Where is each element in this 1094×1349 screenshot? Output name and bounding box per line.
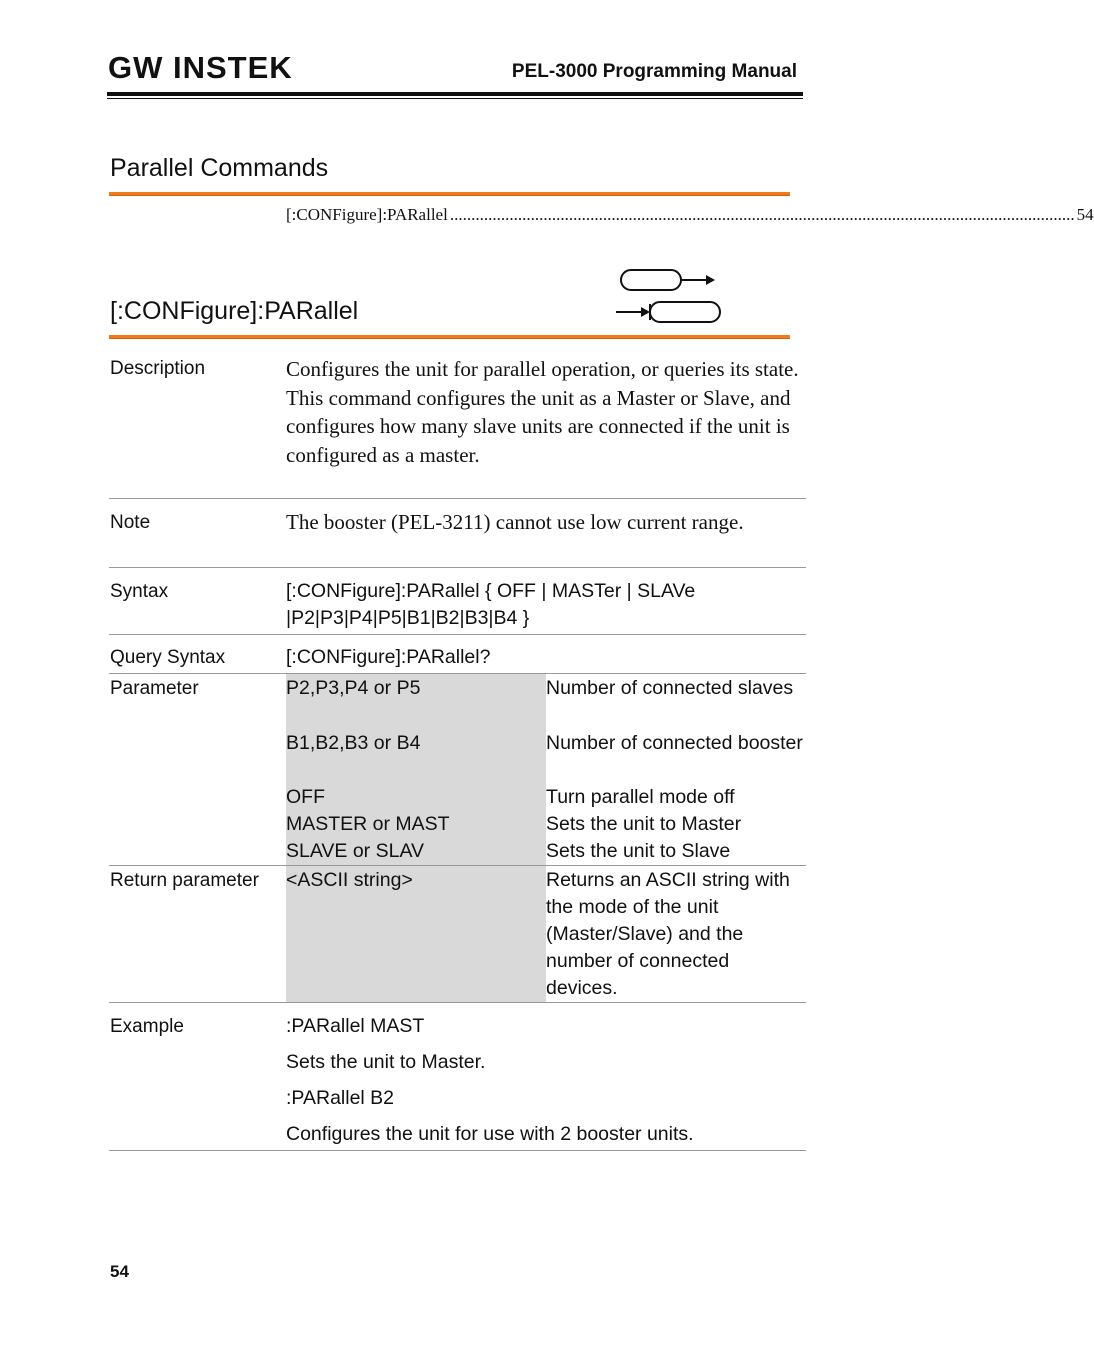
- toc-entry-page: 54: [1076, 205, 1094, 224]
- row-divider: [109, 498, 806, 499]
- parameter-desc: Sets the unit to Slave: [546, 840, 731, 862]
- query-command-icon: [616, 302, 720, 322]
- description-label: Description: [110, 358, 206, 379]
- query-syntax-text: [:CONFigure]:PARallel?: [286, 646, 491, 668]
- syntax-label: Syntax: [110, 581, 169, 602]
- example-command: :PARallel MAST: [286, 1015, 425, 1037]
- parameter-desc: Sets the unit to Master: [546, 813, 742, 835]
- command-title: [:CONFigure]:PARallel: [110, 297, 359, 325]
- toc-entry[interactable]: [286, 204, 1094, 226]
- parameter-desc: Turn parallel mode off: [546, 786, 735, 808]
- parameter-name: OFF: [286, 786, 325, 808]
- parameter-name: P2,P3,P4 or P5: [286, 677, 421, 699]
- parameter-label: Parameter: [110, 678, 199, 699]
- section-rule: [109, 192, 790, 196]
- set-command-icon: [621, 270, 715, 290]
- description-text: Configures the unit for parallel operation, or queries its state. This command configures the unit as a Master or Slave, and configures how many slave units are connected if the unit is configured as a master.: [286, 357, 799, 467]
- example-label: Example: [110, 1016, 184, 1037]
- example-explanation: Sets the unit to Master.: [286, 1051, 486, 1073]
- parameter-desc: Number of connected booster: [546, 732, 803, 754]
- note-text: The booster (PEL-3211) cannot use low current range.: [286, 510, 744, 534]
- return-parameter-desc: Returns an ASCII string with the mode of the unit (Master/Slave) and the number of connected devices.: [546, 869, 790, 999]
- example-command: :PARallel B2: [286, 1087, 395, 1109]
- toc-leader-dots: ...................................................................................................................................................: [449, 205, 1075, 224]
- query-syntax-label: Query Syntax: [110, 647, 226, 668]
- return-parameter-label: Return parameter: [110, 870, 259, 891]
- manual-title: PEL-3000 Programming Manual: [511, 61, 797, 82]
- page-number: 54: [110, 1262, 129, 1281]
- row-divider: [109, 1150, 806, 1151]
- return-parameter-name: <ASCII string>: [286, 869, 413, 891]
- note-label: Note: [110, 512, 151, 533]
- header-rule-thin: [107, 98, 803, 99]
- toc-entry-label: [:CONFigure]:PARallel: [286, 205, 448, 224]
- parameter-desc: Number of connected slaves: [546, 677, 794, 699]
- header-rule: [107, 92, 803, 96]
- row-divider: [109, 567, 806, 568]
- syntax-line-1: [:CONFigure]:PARallel { OFF | MASTer | SLAVe: [286, 580, 696, 602]
- row-divider: [109, 1002, 806, 1003]
- example-explanation: Configures the unit for use with 2 booster units.: [286, 1123, 694, 1145]
- parameter-name: B1,B2,B3 or B4: [286, 732, 421, 754]
- syntax-line-2: |P2|P3|P4|P5|B1|B2|B3|B4 }: [286, 607, 530, 629]
- section-title: Parallel Commands: [110, 154, 329, 182]
- command-rule: [109, 335, 790, 339]
- set-query-icons: [614, 266, 720, 326]
- gw-instek-logo: GW INSTEK: [108, 50, 293, 85]
- row-divider: [109, 634, 806, 635]
- parameter-name: SLAVE or SLAV: [286, 840, 425, 862]
- parameter-name: MASTER or MAST: [286, 813, 450, 835]
